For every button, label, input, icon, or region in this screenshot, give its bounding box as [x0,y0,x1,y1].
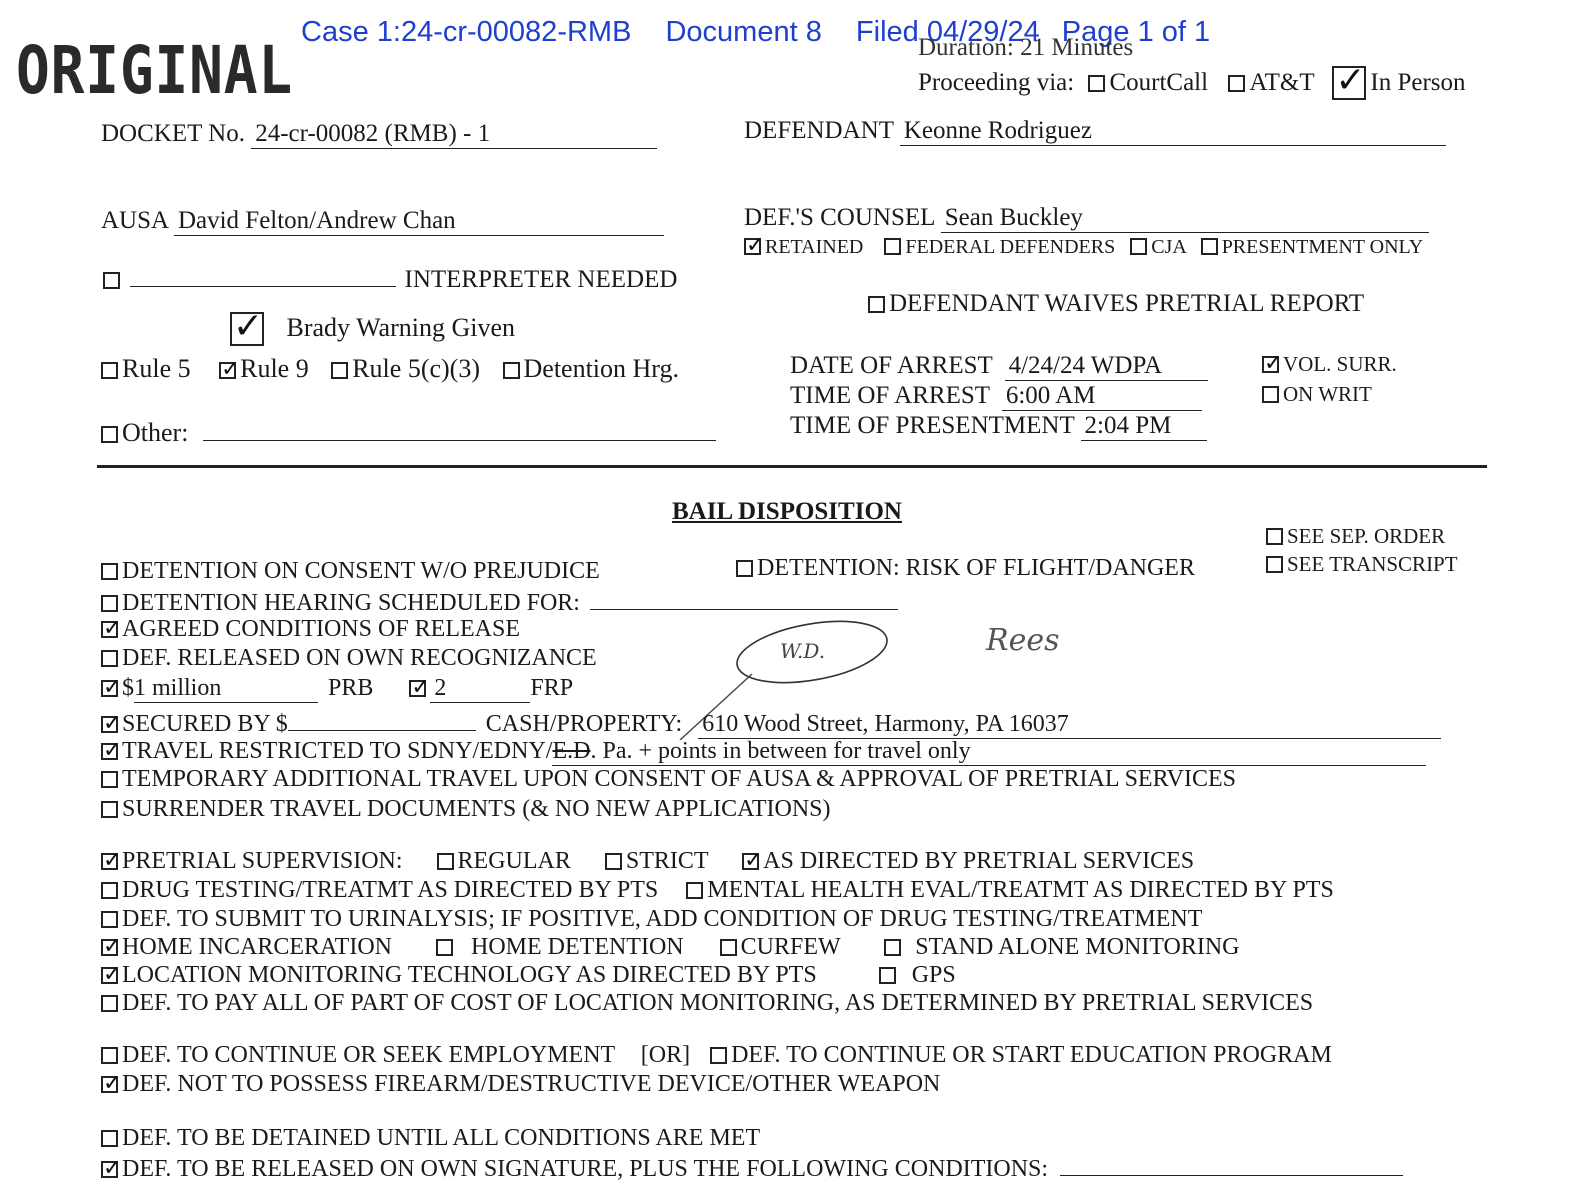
detention-consent-checkbox[interactable] [101,563,118,580]
firearm-row [101,1071,940,1098]
cja-label: CJA [1151,236,1186,258]
in-person-label: In Person [1370,69,1466,96]
other-label: Other: [122,418,189,447]
firearm-checkbox[interactable] [101,1076,118,1093]
docket-label: DOCKET No. [101,120,245,147]
ausa-label: AUSA [101,207,168,234]
home-incarceration-label: HOME INCARCERATION [122,934,392,960]
bail-disposition-title: BAIL DISPOSITION [672,498,902,525]
rule5c3-checkbox[interactable] [331,362,348,379]
detained-label: DEF. TO BE DETAINED UNTIL ALL CONDITIONS ARE MET [122,1125,761,1151]
travel-row [101,738,1426,766]
prb-checkbox[interactable] [101,680,118,697]
vol-surr-checkbox[interactable] [1262,356,1279,373]
drug-label: DRUG TESTING/TREATMT AS DIRECTED BY PTS [122,877,659,903]
page-number: Page 1 of 1 [1061,16,1211,48]
retained-checkbox[interactable] [744,238,761,255]
gps-label: GPS [911,962,956,988]
prb-frp-row [101,675,573,703]
ror-label: DEF. RELEASED ON OWN RECOGNIZANCE [122,645,597,671]
temp-travel-label: TEMPORARY ADDITIONAL TRAVEL UPON CONSENT OF AUSA & APPROVAL OF PRETRIAL SERVICES [122,766,1237,792]
presentment-only-label: PRESENTMENT ONLY [1221,236,1424,258]
ror-row [101,645,597,672]
defendant-value[interactable]: Keonne Rodriguez [900,117,1446,146]
surrender-docs-checkbox[interactable] [101,801,118,818]
time-of-arrest-label: TIME OF ARREST [790,382,990,409]
frp-checkbox[interactable] [409,680,426,697]
filed-date: Filed 04/29/24 [855,16,1040,48]
defendant-label: DEFENDANT [744,117,894,144]
location-checkbox[interactable] [101,967,118,984]
ror-checkbox[interactable] [101,650,118,667]
pay-label: DEF. TO PAY ALL OF PART OF COST OF LOCATION MONITORING, AS DETERMINED BY PRETRIAL SERVICES [122,990,1314,1016]
counsel-row [744,204,1429,233]
location-row [101,962,956,989]
home-incarceration-checkbox[interactable] [101,939,118,956]
cash-property-label: CASH/PROPERTY: [485,711,683,737]
travel-checkbox[interactable] [101,743,118,760]
curfew-label: CURFEW [740,934,841,960]
temp-travel-row [101,766,1236,793]
counsel-value[interactable]: Sean Buckley [941,204,1429,233]
courtcall-checkbox[interactable] [1088,75,1105,92]
as-directed-label: AS DIRECTED BY PRETRIAL SERVICES [763,848,1195,874]
document-number: Document 8 [665,16,822,48]
standalone-checkbox[interactable] [884,939,901,956]
see-transcript-row [1266,552,1458,577]
waives-report-row [868,290,1364,318]
presentment-only-checkbox[interactable] [1201,238,1218,255]
retained-label: RETAINED [765,236,864,258]
docket-value[interactable]: 24-cr-00082 (RMB) - 1 [251,120,657,149]
detention-risk-checkbox[interactable] [736,560,753,577]
regular-label: REGULAR [457,848,571,874]
waives-report-label: DEFENDANT WAIVES PRETRIAL REPORT [889,290,1365,317]
gps-checkbox[interactable] [879,967,896,984]
see-sep-order-checkbox[interactable] [1266,528,1283,545]
proceeding-label: Proceeding via: [918,69,1075,96]
travel-value: . Pa. + points in between for travel only [590,738,971,764]
secured-label: SECURED BY $ [122,711,288,737]
cja-checkbox[interactable] [1130,238,1147,255]
prb-label: PRB [328,675,374,701]
on-writ-row [1262,382,1372,407]
surrender-docs-row [101,796,831,823]
prb-dollar: $ [122,675,134,701]
duration: Duration: 21 Minutes [918,34,1134,61]
property-address[interactable]: 610 Wood Street, Harmony, PA 16037 [698,711,1441,739]
courtcall-label: CourtCall [1109,69,1209,96]
federal-defenders-label: FEDERAL DEFENDERS [905,236,1116,258]
see-transcript-checkbox[interactable] [1266,556,1283,573]
in-person-checkbox[interactable] [1332,66,1366,100]
on-writ-checkbox[interactable] [1262,386,1279,403]
counsel-label: DEF.'S COUNSEL [744,204,935,231]
temp-travel-checkbox[interactable] [101,771,118,788]
other-input[interactable] [203,416,716,441]
pay-checkbox[interactable] [101,995,118,1012]
drug-checkbox[interactable] [101,882,118,899]
supervision-checkbox[interactable] [101,853,118,870]
hearing-checkbox[interactable] [101,595,118,612]
standalone-label: STAND ALONE MONITORING [915,934,1240,960]
secured-checkbox[interactable] [101,716,118,733]
surrender-docs-label: SURRENDER TRAVEL DOCUMENTS (& NO NEW APPLICATIONS) [122,796,831,822]
drug-row [101,877,1334,904]
date-of-arrest-row [790,352,1208,381]
travel-label: TRAVEL RESTRICTED TO SDNY/EDNY/ [122,738,553,764]
agreed-checkbox[interactable] [101,621,118,638]
brady-row [230,312,515,346]
defendant-row [744,117,1446,146]
signature-label: DEF. TO BE RELEASED ON OWN SIGNATURE, PLUS THE FOLLOWING CONDITIONS: [122,1156,1049,1182]
rule9-label: Rule 9 [240,354,309,383]
education-label: DEF. TO CONTINUE OR START EDUCATION PROGRAM [731,1042,1332,1068]
interpreter-language[interactable] [130,264,396,287]
supervision-row [101,848,1194,875]
detained-row [101,1125,760,1152]
waives-report-checkbox[interactable] [868,296,885,313]
firearm-label: DEF. NOT TO POSSESS FIREARM/DESTRUCTIVE DEVICE/OTHER WEAPON [122,1071,941,1097]
travel-struck-text: E.D [552,738,591,764]
rule5-label: Rule 5 [122,354,191,383]
travel-value-field[interactable] [552,738,1426,766]
time-of-arrest-value[interactable]: 6:00 AM [1002,382,1202,411]
proceeding-row [918,66,1466,100]
home-row [101,934,1240,961]
brady-label: Brady Warning Given [286,313,515,342]
agreed-row [101,616,520,643]
home-detention-checkbox[interactable] [436,939,453,956]
curfew-checkbox[interactable] [720,939,737,956]
detention-consent-row [101,558,600,585]
urinalysis-checkbox[interactable] [101,911,118,928]
see-sep-order-label: SEE SEP. ORDER [1287,524,1446,548]
detention-hrg-checkbox[interactable] [503,362,520,379]
interpreter-checkbox[interactable] [103,272,120,289]
rule9-checkbox[interactable] [219,362,236,379]
other-checkbox[interactable] [101,426,118,443]
judge-initials: Rees [986,623,1060,658]
mental-checkbox[interactable] [686,882,703,899]
see-transcript-label: SEE TRANSCRIPT [1287,552,1458,576]
att-label: AT&T [1249,69,1315,96]
brady-checkbox[interactable] [230,312,264,346]
strict-label: STRICT [625,848,709,874]
wd-oval-text: W.D. [780,639,826,663]
as-directed-checkbox[interactable] [742,853,759,870]
see-sep-order-row [1266,524,1445,549]
rules-row [101,354,679,384]
date-of-arrest-label: DATE OF ARREST [790,352,993,379]
ausa-value[interactable]: David Felton/Andrew Chan [174,207,664,236]
detained-checkbox[interactable] [101,1130,118,1147]
rule5-checkbox[interactable] [101,362,118,379]
employment-row [101,1042,1332,1069]
section-divider [97,465,1487,468]
regular-checkbox[interactable] [437,853,454,870]
prb-amount[interactable]: 1 million [134,675,318,703]
secured-row [101,708,1441,739]
hearing-label: DETENTION HEARING SCHEDULED FOR: [122,590,580,616]
strict-checkbox[interactable] [605,853,622,870]
counsel-type-row [744,236,1423,259]
time-of-arrest-row [790,382,1202,411]
on-writ-label: ON WRIT [1283,382,1372,406]
federal-defenders-checkbox[interactable] [884,238,901,255]
urinalysis-label: DEF. TO SUBMIT TO URINALYSIS; IF POSITIVE, ADD CONDITION OF DRUG TESTING/TREATMENT [122,906,1203,932]
location-label: LOCATION MONITORING TECHNOLOGY AS DIRECTED BY PTS [122,962,817,988]
interpreter-row [103,264,677,294]
secured-amount[interactable] [288,708,476,731]
detention-consent-label: DETENTION ON CONSENT W/O PREJUDICE [122,558,600,584]
supervision-label: PRETRIAL SUPERVISION: [122,848,403,874]
employment-checkbox[interactable] [101,1047,118,1064]
att-checkbox[interactable] [1228,75,1245,92]
docket-row [101,120,657,149]
time-of-presentment-row [790,412,1207,441]
interpreter-label: INTERPRETER NEEDED [404,266,678,293]
detention-risk-row [736,555,1195,582]
vol-surr-row [1262,352,1397,377]
agreed-label: AGREED CONDITIONS OF RELEASE [122,616,520,642]
case-number: Case 1:24-cr-00082-RMB [301,16,632,48]
employment-label: DEF. TO CONTINUE OR SEEK EMPLOYMENT [122,1042,615,1068]
signature-row [101,1153,1403,1183]
mental-label: MENTAL HEALTH EVAL/TREATMT AS DIRECTED BY PTS [707,877,1334,903]
detention-risk-label: DETENTION: RISK OF FLIGHT/DANGER [757,555,1195,581]
signature-checkbox[interactable] [101,1161,118,1178]
original-stamp: ORIGINAL [16,32,294,109]
pay-row [101,990,1313,1017]
ausa-row [101,207,664,236]
home-detention-label: HOME DETENTION [471,934,684,960]
frp-label: FRP [530,675,574,701]
vol-surr-label: VOL. SURR. [1283,352,1397,376]
other-row [101,416,716,448]
urinalysis-row [101,906,1202,933]
date-of-arrest-value[interactable]: 4/24/24 WDPA [1005,352,1208,381]
rule5c3-label: Rule 5(c)(3) [352,354,480,383]
education-checkbox[interactable] [710,1047,727,1064]
time-of-presentment-value[interactable]: 2:04 PM [1081,412,1207,441]
signature-conditions-input[interactable] [1060,1153,1403,1176]
detention-hrg-label: Detention Hrg. [523,354,679,383]
or-label: [OR] [640,1042,691,1068]
time-of-presentment-label: TIME OF PRESENTMENT [790,412,1075,439]
frp-amount[interactable]: 2 [430,675,530,703]
